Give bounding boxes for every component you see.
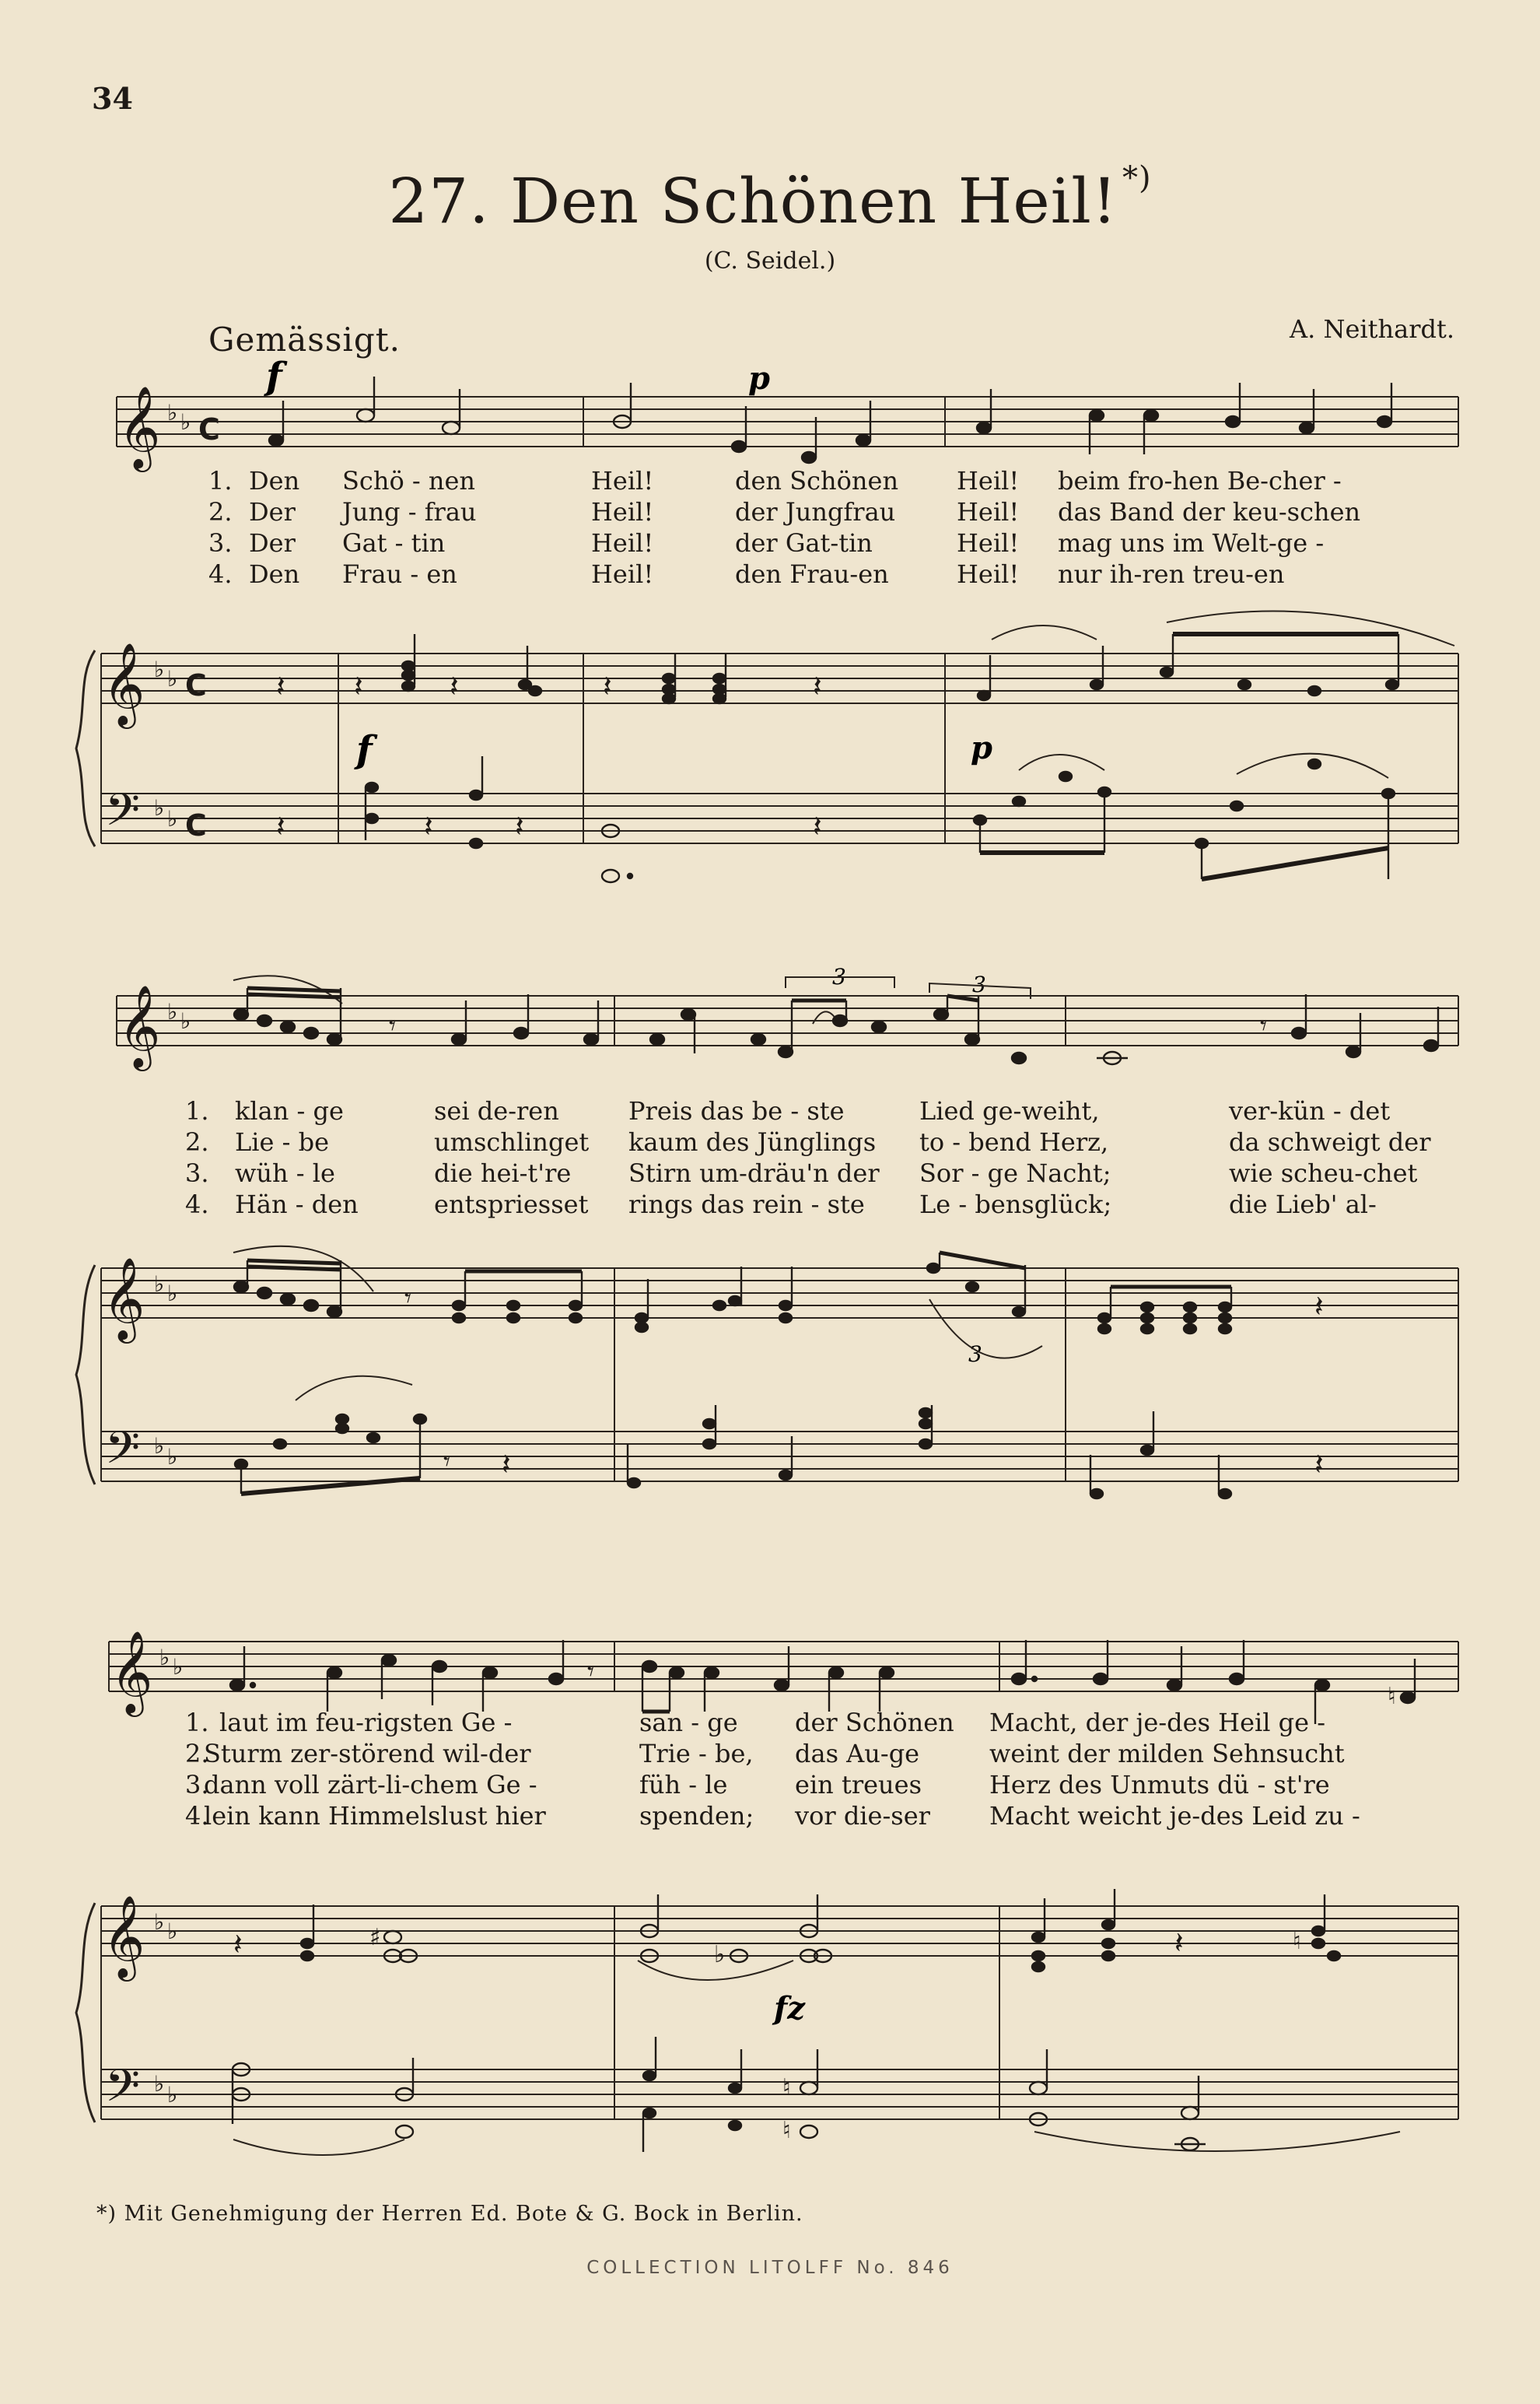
tempo-marking: Gemässigt. — [208, 321, 401, 359]
triplet-mark-1: 3 — [832, 964, 846, 990]
lyric-s2-v1-c4: Lied ge-weiht, — [919, 1096, 1100, 1126]
lyric-s1-v4-c5: Heil! — [957, 559, 1020, 589]
verse-number-s2-3: 3. — [185, 1158, 209, 1188]
lyric-s1-v3-c4: der Gat-tin — [735, 528, 873, 558]
lyric-s1-v4-c4: den Frau-en — [735, 559, 889, 589]
lyric-s2-v1-c5: ver-kün - det — [1229, 1096, 1391, 1126]
svg-text:𝄾: 𝄾 — [404, 1283, 412, 1314]
lyric-s3-v3-c4: Herz des Unmuts dü - st're — [989, 1770, 1330, 1799]
lyric-s1-v4-c1: Den — [249, 559, 300, 589]
dynamic-forzando: fz — [774, 1990, 805, 2027]
verse-number-s3-1: 1. — [185, 1708, 209, 1737]
lyric-s3-v3-c3: ein treues — [795, 1770, 922, 1799]
svg-text:𝄽: 𝄽 — [450, 669, 459, 703]
lyric-s3-v3-c1: dann voll zärt-li-chem Ge - — [204, 1770, 537, 1799]
svg-text:♭: ♭ — [154, 795, 165, 821]
svg-text:𝄽: 𝄽 — [1314, 1289, 1324, 1323]
svg-text:𝄢: 𝄢 — [105, 783, 141, 847]
svg-text:♭: ♭ — [167, 1919, 178, 1944]
svg-text:𝄽: 𝄽 — [813, 669, 822, 703]
svg-text:♭: ♭ — [714, 1941, 726, 1968]
svg-text:♭: ♭ — [167, 2082, 178, 2108]
lyric-s2-v4-c2: entspriesset — [434, 1190, 589, 1219]
verse-number-s1-2: 2. — [208, 497, 233, 527]
lyric-s1-v3-c1: Der — [249, 528, 296, 558]
svg-text:♭: ♭ — [154, 2071, 165, 2097]
lyric-s3-v1-c4: Macht, der je-des Heil ge - — [989, 1708, 1326, 1737]
svg-text:𝄞: 𝄞 — [103, 1894, 145, 1978]
svg-text:𝄽: 𝄽 — [813, 809, 822, 843]
dynamic-piano-1: p — [748, 360, 770, 397]
system-3-notation — [0, 1595, 1540, 2186]
footnote: *) Mit Genehmigung der Herren Ed. Bote & G. Bock in Berlin. — [96, 2202, 803, 2226]
svg-text:♭: ♭ — [167, 400, 178, 426]
svg-text:𝄾: 𝄾 — [389, 1011, 397, 1042]
lyric-s1-v1-c1: Den — [249, 466, 300, 496]
collection-imprint: COLLECTION LITOLFF No. 846 — [586, 2258, 954, 2278]
svg-text:♭: ♭ — [154, 1909, 165, 1935]
lyric-s2-v3-c1: wüh - le — [235, 1158, 335, 1188]
lyric-s3-v2-c3: das Au-ge — [795, 1739, 920, 1768]
poet-credit: (C. Seidel.) — [704, 247, 836, 275]
lyric-s1-v3-c2: Gat - tin — [342, 528, 446, 558]
lyric-s3-v1-c2: san - ge — [639, 1708, 738, 1737]
lyric-s3-v4-c1: lein kann Himmelslust hier — [204, 1801, 546, 1831]
verse-number-s2-1: 1. — [185, 1096, 209, 1126]
lyric-s2-v2-c5: da schweigt der — [1229, 1127, 1431, 1157]
svg-text:♭: ♭ — [154, 1433, 165, 1459]
lyric-s3-v2-c1: Sturm zer-störend wil-der — [204, 1739, 531, 1768]
svg-text:𝄽: 𝄽 — [276, 669, 285, 703]
lyric-s1-v3-c6: mag uns im Welt-ge - — [1058, 528, 1325, 558]
lyric-s1-v2-c2: Jung - frau — [342, 497, 477, 527]
composer-credit: A. Neithardt. — [1290, 314, 1454, 344]
svg-text:♭: ♭ — [167, 1444, 178, 1470]
lyric-s2-v4-c5: die Lieb' al- — [1229, 1190, 1377, 1219]
svg-text:𝄽: 𝄽 — [603, 669, 612, 703]
song-title-text: 27. Den Schönen Heil! — [388, 165, 1118, 237]
verse-number-s3-2: 2. — [185, 1739, 209, 1768]
lyric-s1-v2-c5: Heil! — [957, 497, 1020, 527]
svg-text:♮: ♮ — [782, 2117, 791, 2144]
svg-text:𝄾: 𝄾 — [1260, 1011, 1268, 1042]
system-2-notation — [0, 949, 1540, 1540]
svg-text:♭: ♭ — [167, 999, 178, 1025]
svg-text:𝄽: 𝄽 — [354, 669, 363, 703]
lyric-s1-v2-c1: Der — [249, 497, 296, 527]
verse-number-s3-4: 4. — [185, 1801, 209, 1831]
lyric-s2-v2-c3: kaum des Jünglings — [628, 1127, 877, 1157]
svg-text:𝄞: 𝄞 — [110, 1630, 153, 1713]
svg-text:♯: ♯ — [369, 1924, 381, 1951]
svg-text:♭: ♭ — [180, 1008, 191, 1034]
svg-text:𝄞: 𝄞 — [118, 984, 161, 1067]
svg-text:𝄽: 𝄽 — [276, 809, 285, 843]
svg-text:𝄽: 𝄽 — [502, 1447, 511, 1481]
svg-text:𝄞: 𝄞 — [103, 1256, 145, 1340]
svg-text:𝄾: 𝄾 — [443, 1446, 451, 1477]
svg-text:♭: ♭ — [173, 1654, 184, 1680]
lyric-s3-v2-c2: Trie - be, — [639, 1739, 754, 1768]
lyric-s2-v2-c1: Lie - be — [235, 1127, 329, 1157]
lyric-s1-v2-c6: das Band der keu-schen — [1058, 497, 1361, 527]
lyric-s3-v1-c1: laut im feu-rigsten Ge - — [219, 1708, 513, 1737]
verse-number-s1-4: 4. — [208, 559, 233, 589]
lyric-s2-v4-c1: Hän - den — [235, 1190, 359, 1219]
lyric-s1-v4-c2: Frau - en — [342, 559, 457, 589]
lyric-s3-v4-c4: Macht weicht je-des Leid zu - — [989, 1801, 1360, 1831]
svg-text:𝄽: 𝄽 — [1174, 1926, 1184, 1960]
triplet-mark-3: 3 — [968, 1341, 982, 1367]
system-1-notation — [0, 355, 1540, 895]
lyric-s3-v4-c2: spenden; — [639, 1801, 754, 1831]
svg-text:♮: ♮ — [782, 2074, 791, 2101]
lyric-s1-v2-c3: Heil! — [591, 497, 654, 527]
lyric-s1-v3-c3: Heil! — [591, 528, 654, 558]
svg-text:♮: ♮ — [1293, 1928, 1301, 1955]
svg-text:𝄾: 𝄾 — [587, 1656, 595, 1687]
lyric-s1-v3-c5: Heil! — [957, 528, 1020, 558]
verse-number-s3-3: 3. — [185, 1770, 209, 1799]
lyric-s3-v4-c3: vor die-ser — [795, 1801, 930, 1831]
lyric-s2-v4-c4: Le - bensglück; — [919, 1190, 1112, 1219]
svg-text:𝄽: 𝄽 — [424, 809, 433, 843]
lyric-s2-v2-c4: to - bend Herz, — [919, 1127, 1109, 1157]
verse-number-s1-3: 3. — [208, 528, 233, 558]
song-title — [0, 160, 1540, 237]
svg-text:C: C — [185, 668, 207, 703]
svg-text:♭: ♭ — [154, 657, 165, 682]
lyric-s2-v1-c1: klan - ge — [235, 1096, 344, 1126]
verse-number-s2-4: 4. — [185, 1190, 209, 1219]
lyric-s1-v4-c3: Heil! — [591, 559, 654, 589]
svg-text:♭: ♭ — [167, 1281, 178, 1306]
svg-text:𝄽: 𝄽 — [1314, 1447, 1324, 1481]
dynamic-forte-2: f — [356, 728, 373, 772]
dynamic-forte-1: f — [266, 355, 282, 398]
lyric-s1-v4-c6: nur ih-ren treu-en — [1058, 559, 1285, 589]
svg-text:♮: ♮ — [1388, 1683, 1396, 1710]
lyric-s1-v1-c4: den Schönen — [735, 466, 899, 496]
verse-number-s2-2: 2. — [185, 1127, 209, 1157]
svg-text:♭: ♭ — [154, 1271, 165, 1297]
svg-text:𝄢: 𝄢 — [105, 1421, 141, 1485]
lyric-s2-v1-c2: sei de-ren — [434, 1096, 559, 1126]
page-number: 34 — [92, 81, 133, 116]
svg-text:♭: ♭ — [167, 666, 178, 692]
lyric-s2-v1-c3: Preis das be - ste — [628, 1096, 845, 1126]
svg-text:𝄞: 𝄞 — [103, 642, 145, 725]
triplet-mark-2: 3 — [972, 972, 986, 997]
svg-text:♭: ♭ — [159, 1645, 170, 1670]
lyric-s2-v3-c5: wie scheu-chet — [1229, 1158, 1418, 1188]
lyric-s1-v1-c6: beim fro-hen Be-cher - — [1058, 466, 1342, 496]
svg-text:𝄞: 𝄞 — [118, 385, 161, 468]
lyric-s2-v3-c4: Sor - ge Nacht; — [919, 1158, 1111, 1188]
lyric-s3-v2-c4: weint der milden Sehnsucht — [989, 1739, 1345, 1768]
svg-text:𝄽: 𝄽 — [233, 1927, 243, 1961]
lyric-s1-v2-c4: der Jungfrau — [735, 497, 896, 527]
svg-text:♭: ♭ — [180, 409, 191, 435]
svg-text:C: C — [185, 808, 207, 843]
footnote-marker: *) — [1122, 160, 1152, 196]
lyric-s2-v3-c3: Stirn um-dräu'n der — [628, 1158, 880, 1188]
lyric-s3-v1-c3: der Schönen — [795, 1708, 954, 1737]
lyric-s2-v3-c2: die hei-t're — [434, 1158, 572, 1188]
svg-text:𝄢: 𝄢 — [105, 2059, 141, 2123]
lyric-s2-v4-c3: rings das rein - ste — [628, 1190, 865, 1219]
lyric-s1-v1-c2: Schö - nen — [342, 466, 476, 496]
dynamic-piano-2: p — [971, 730, 992, 766]
lyric-s3-v3-c2: füh - le — [639, 1770, 728, 1799]
verse-number-s1-1: 1. — [208, 466, 233, 496]
lyric-s1-v1-c3: Heil! — [591, 466, 654, 496]
svg-text:C: C — [198, 412, 220, 447]
svg-text:𝄽: 𝄽 — [515, 809, 524, 843]
svg-text:♭: ♭ — [167, 806, 178, 832]
lyric-s1-v1-c5: Heil! — [957, 466, 1020, 496]
lyric-s2-v2-c2: umschlinget — [434, 1127, 590, 1157]
